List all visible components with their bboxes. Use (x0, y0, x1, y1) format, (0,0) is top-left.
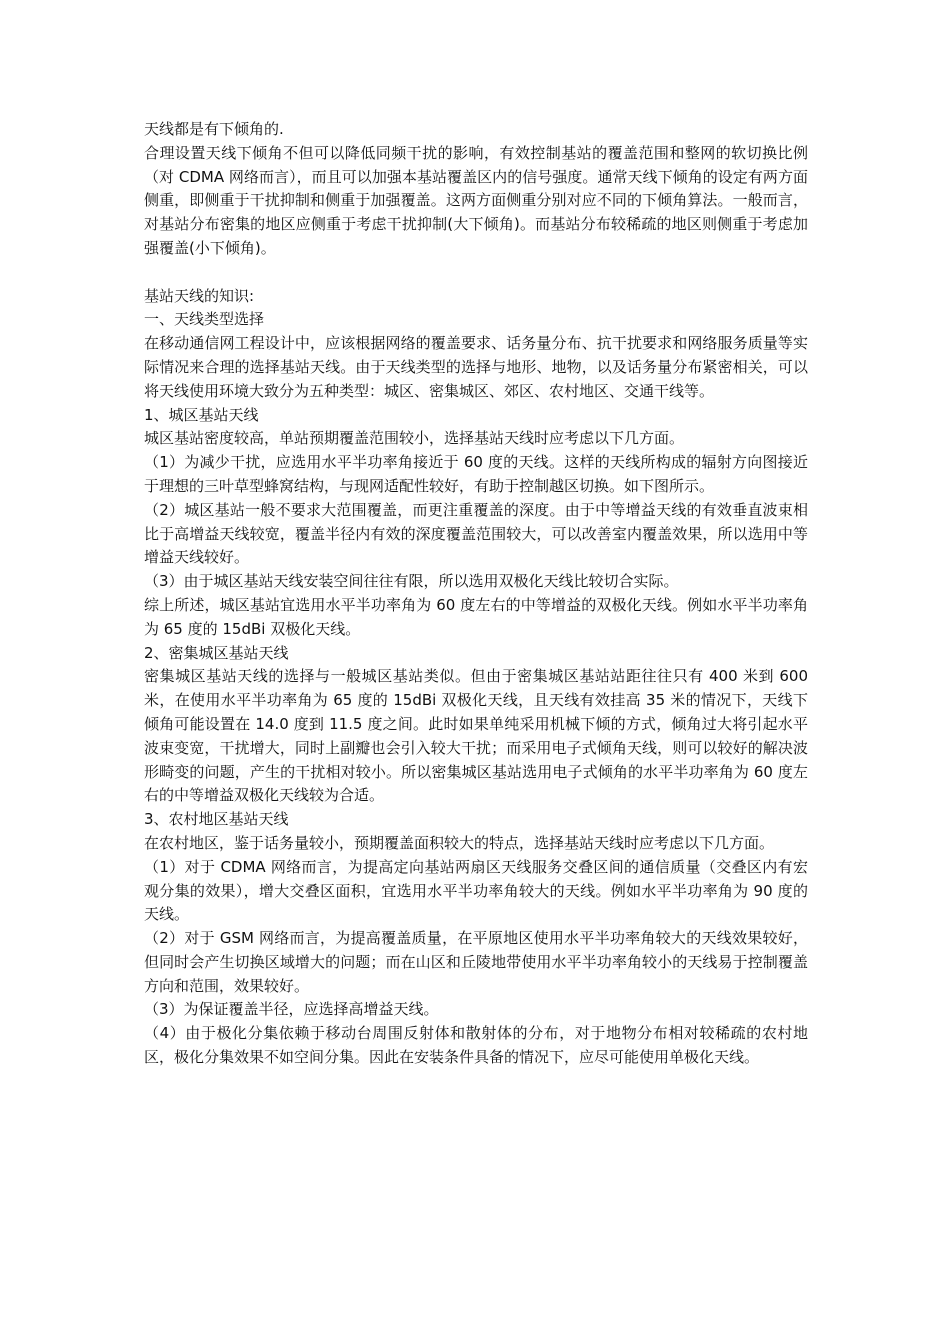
paragraph-rural-point-1: （1）对于 CDMA 网络而言，为提高定向基站两扇区天线服务交叠区间的通信质量（交叠区内有宏观分集的效果），增大交叠区面积，宜选用水平半功率角较大的天线。例如水平半功率角为 90 度的天线。 (144, 857, 808, 924)
section-heading-antenna-type: 一、天线类型选择 (144, 310, 265, 329)
paragraph-rural-point-3: （3）为保证覆盖半径，应选择高增益天线。 (144, 1000, 439, 1019)
paragraph-urban-point-3: （3）由于城区基站天线安装空间往往有限，所以选用双极化天线比较切合实际。 (144, 572, 679, 591)
subheading-urban-antenna: 1、城区基站天线 (144, 405, 259, 424)
paragraph-rural-point-2: （2）对于 GSM 网络而言，为提高覆盖质量，在平原地区使用水平半功率角较大的天线效果较好，但同时会产生切换区域增大的问题；而在山区和丘陵地带使用水平半功率角较小的天线易于控制覆盖方向和范围，效果较好。 (144, 929, 808, 995)
blank-line (144, 261, 808, 285)
paragraph-intro-line: 天线都是有下倾角的. (144, 120, 284, 138)
paragraph-antenna-type-overview: 在移动通信网工程设计中，应该根据网络的覆盖要求、话务量分布、抗干扰要求和网络服务质量等实际情况来合理的选择基站天线。由于天线类型的选择与地形、地物，以及话务量分布紧密相关，可以将天线使用环境大致分为五种类型：城区、密集城区、郊区、农村地区、交通干线等。 (144, 334, 808, 400)
subheading-rural-antenna: 3、农村地区基站天线 (144, 810, 289, 829)
paragraph-urban-point-1: （1）为减少干扰，应选用水平半功率角接近于 60 度的天线。这样的天线所构成的辐射方向图接近于理想的三叶草型蜂窝结构，与现网适配性较好，有助于控制越区切换。如下图所示。 (144, 453, 808, 495)
paragraph-downtilt-setting: 合理设置天线下倾角不但可以降低同频干扰的影响，有效控制基站的覆盖范围和整网的软切换比例（对 CDMA 网络而言），而且可以加强本基站覆盖区内的信号强度。通常天线下倾角的设定有两方面侧重，即侧重于干扰抑制和侧重于加强覆盖。这两方面侧重分别对应不同的下倾角算法。一般而言，对基站分布密集的地区应侧重于考虑干扰抑制(大下倾角)。而基站分布较稀疏的地区则侧重于考虑加强覆盖(小下倾角)。 (144, 143, 808, 257)
paragraph-urban-point-2: （2）城区基站一般不要求大范围覆盖，而更注重覆盖的深度。由于中等增益天线的有效垂直波束相比于高增益天线较宽，覆盖半径内有效的深度覆盖范围较大，可以改善室内覆盖效果，所以选用中等增益天线较好。 (144, 500, 808, 567)
paragraph-urban-intro: 城区基站密度较高，单站预期覆盖范围较小，选择基站天线时应考虑以下几方面。 (144, 429, 685, 448)
subheading-dense-urban-antenna: 2、密集城区基站天线 (144, 643, 289, 662)
document-page (144, 118, 808, 1070)
section-heading-antenna-knowledge: 基站天线的知识: (144, 286, 255, 305)
paragraph-rural-point-4: （4）由于极化分集依赖于移动台周围反射体和散射体的分布，对于地物分布相对较稀疏的农村地区，极化分集效果不如空间分集。因此在安装条件具备的情况下，应尽可能使用单极化天线。 (144, 1024, 808, 1067)
paragraph-urban-summary: 综上所述，城区基站宜选用水平半功率角为 60 度左右的中等增益的双极化天线。例如水平半功率角为 65 度的 15dBi 双极化天线。 (144, 595, 808, 638)
paragraph-rural-intro: 在农村地区，鉴于话务量较小，预期覆盖面积较大的特点，选择基站天线时应考虑以下几方面。 (144, 833, 775, 852)
paragraph-dense-urban: 密集城区基站天线的选择与一般城区基站类似。但由于密集城区基站站距往往只有 400 米到 600 米，在使用水平半功率角为 65 度的 15dBi 双极化天线，且天线有效挂高 35 米的情况下，天线下倾角可能设置在 14.0 度到 11.5 度之间。此时如果单纯采用机械下倾的方式，倾角过大将引起水平波束变宽，干扰增大，同时上副瓣也会引入较大干扰；而采用电子式倾角天线，则可以较好的解决波形畸变的问题，产生的干扰相对较小。所以密集城区基站选用电子式倾角的水平半功率角为 60 度左右的中等增益双极化天线较为合适。 (144, 667, 808, 805)
